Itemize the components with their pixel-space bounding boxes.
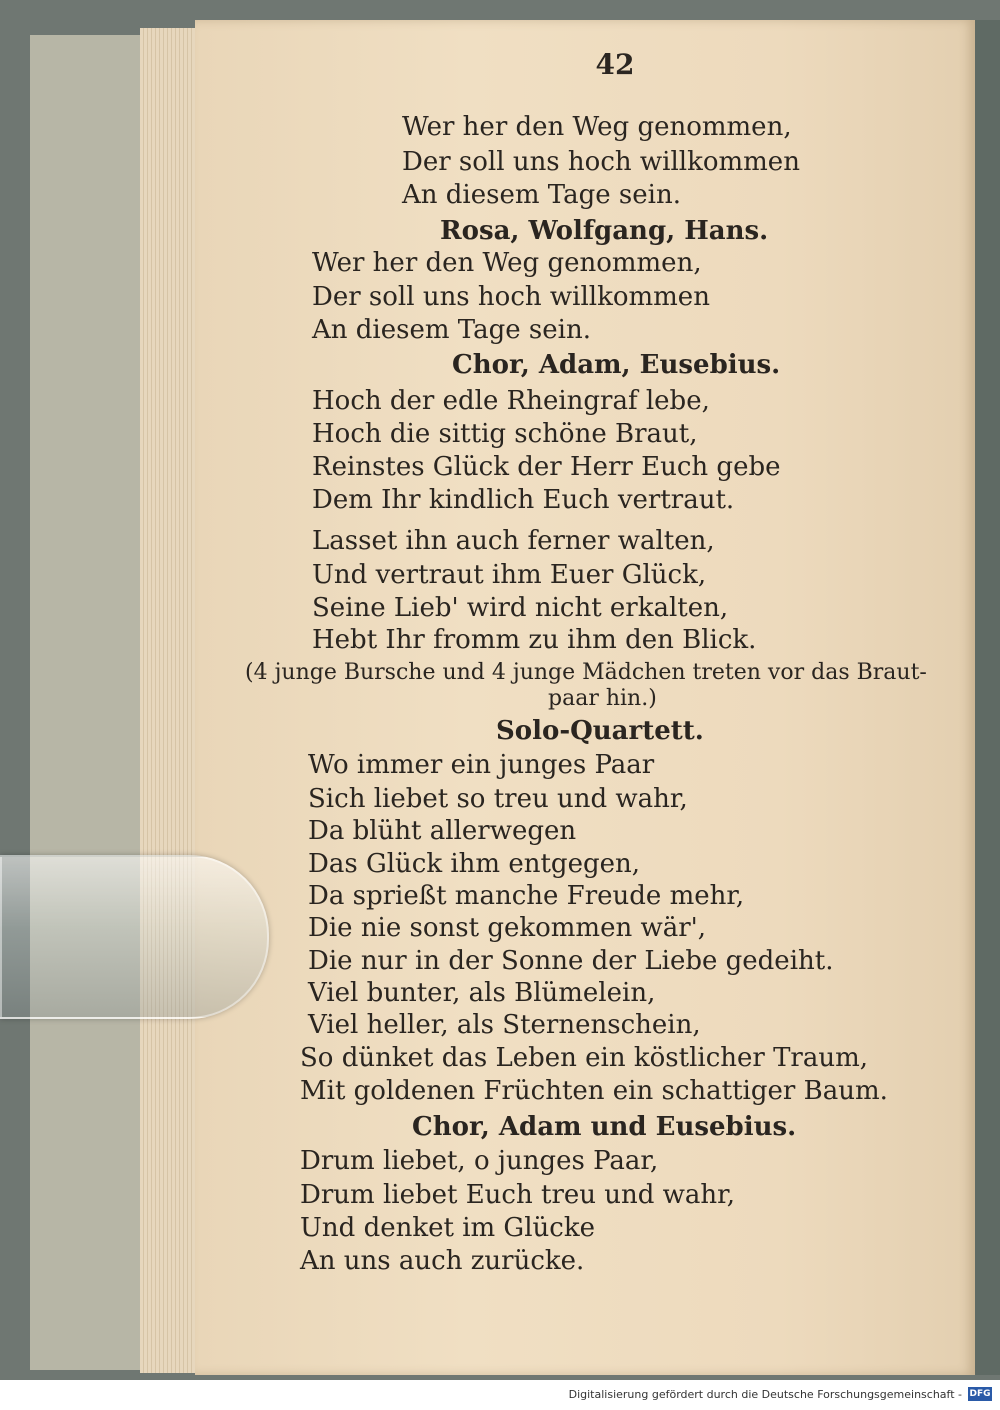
footer-bar <box>0 1380 1000 1410</box>
text-line: Wer her den Weg genommen, <box>312 248 702 278</box>
page-number: 42 <box>595 48 635 81</box>
text-line: Und vertraut ihm Euer Glück, <box>312 560 707 590</box>
speaker-heading: Chor, Adam und Eusebius. <box>412 1112 797 1142</box>
text-line: Seine Lieb' wird nicht erkalten, <box>312 593 729 623</box>
text-line: Der soll uns hoch willkommen <box>312 282 710 312</box>
text-line: An diesem Tage sein. <box>312 315 591 345</box>
text-line: Das Glück ihm entgegen, <box>308 849 640 879</box>
text-line: Die nur in der Sonne der Liebe gedeiht. <box>308 946 834 976</box>
text-line: Drum liebet, o junges Paar, <box>300 1146 659 1176</box>
text-line: Hebt Ihr fromm zu ihm den Blick. <box>312 625 757 655</box>
text-line: Hoch die sittig schöne Braut, <box>312 419 698 449</box>
text-line: Lasset ihn auch ferner walten, <box>312 526 715 556</box>
text-line: So dünket das Leben ein köstlicher Traum, <box>300 1043 869 1073</box>
text-line: Wer her den Weg genommen, <box>402 112 792 142</box>
text-line: Reinstes Glück der Herr Euch gebe <box>312 452 781 482</box>
text-line: Wo immer ein junges Paar <box>308 750 655 780</box>
stage-direction: paar hin.) <box>548 686 657 711</box>
text-line: Dem Ihr kindlich Euch vertraut. <box>312 485 735 515</box>
funding-credit: Digitalisierung gefördert durch die Deutsche Forschungsgemeinschaft - <box>568 1388 962 1401</box>
text-line: Und denket im Glücke <box>300 1213 595 1243</box>
speaker-heading: Rosa, Wolfgang, Hans. <box>440 216 769 246</box>
glass-page-holder <box>0 855 269 1019</box>
text-line: Drum liebet Euch treu und wahr, <box>300 1180 736 1210</box>
text-line: Der soll uns hoch willkommen <box>402 147 800 177</box>
text-line: Mit goldenen Früchten ein schattiger Baum. <box>300 1076 888 1106</box>
text-line: Viel heller, als Sternenschein, <box>308 1010 701 1040</box>
text-line: An diesem Tage sein. <box>402 180 681 210</box>
text-line: Hoch der edle Rheingraf lebe, <box>312 386 710 416</box>
text-line: Sich liebet so treu und wahr, <box>308 784 688 814</box>
text-line: Viel bunter, als Blümelein, <box>308 978 656 1008</box>
text-line: Die nie sonst gekommen wär', <box>308 913 707 943</box>
text-line: Da sprießt manche Freude mehr, <box>308 881 745 911</box>
text-line: Da blüht allerwegen <box>308 816 577 846</box>
speaker-heading: Chor, Adam, Eusebius. <box>452 350 781 380</box>
text-line: An uns auch zurücke. <box>300 1246 585 1276</box>
speaker-heading: Solo-Quartett. <box>496 716 704 746</box>
stage-direction: (4 junge Bursche und 4 junge Mädchen treten vor das Braut- <box>245 660 927 685</box>
dfg-logo-icon: DFG <box>969 1389 991 1399</box>
